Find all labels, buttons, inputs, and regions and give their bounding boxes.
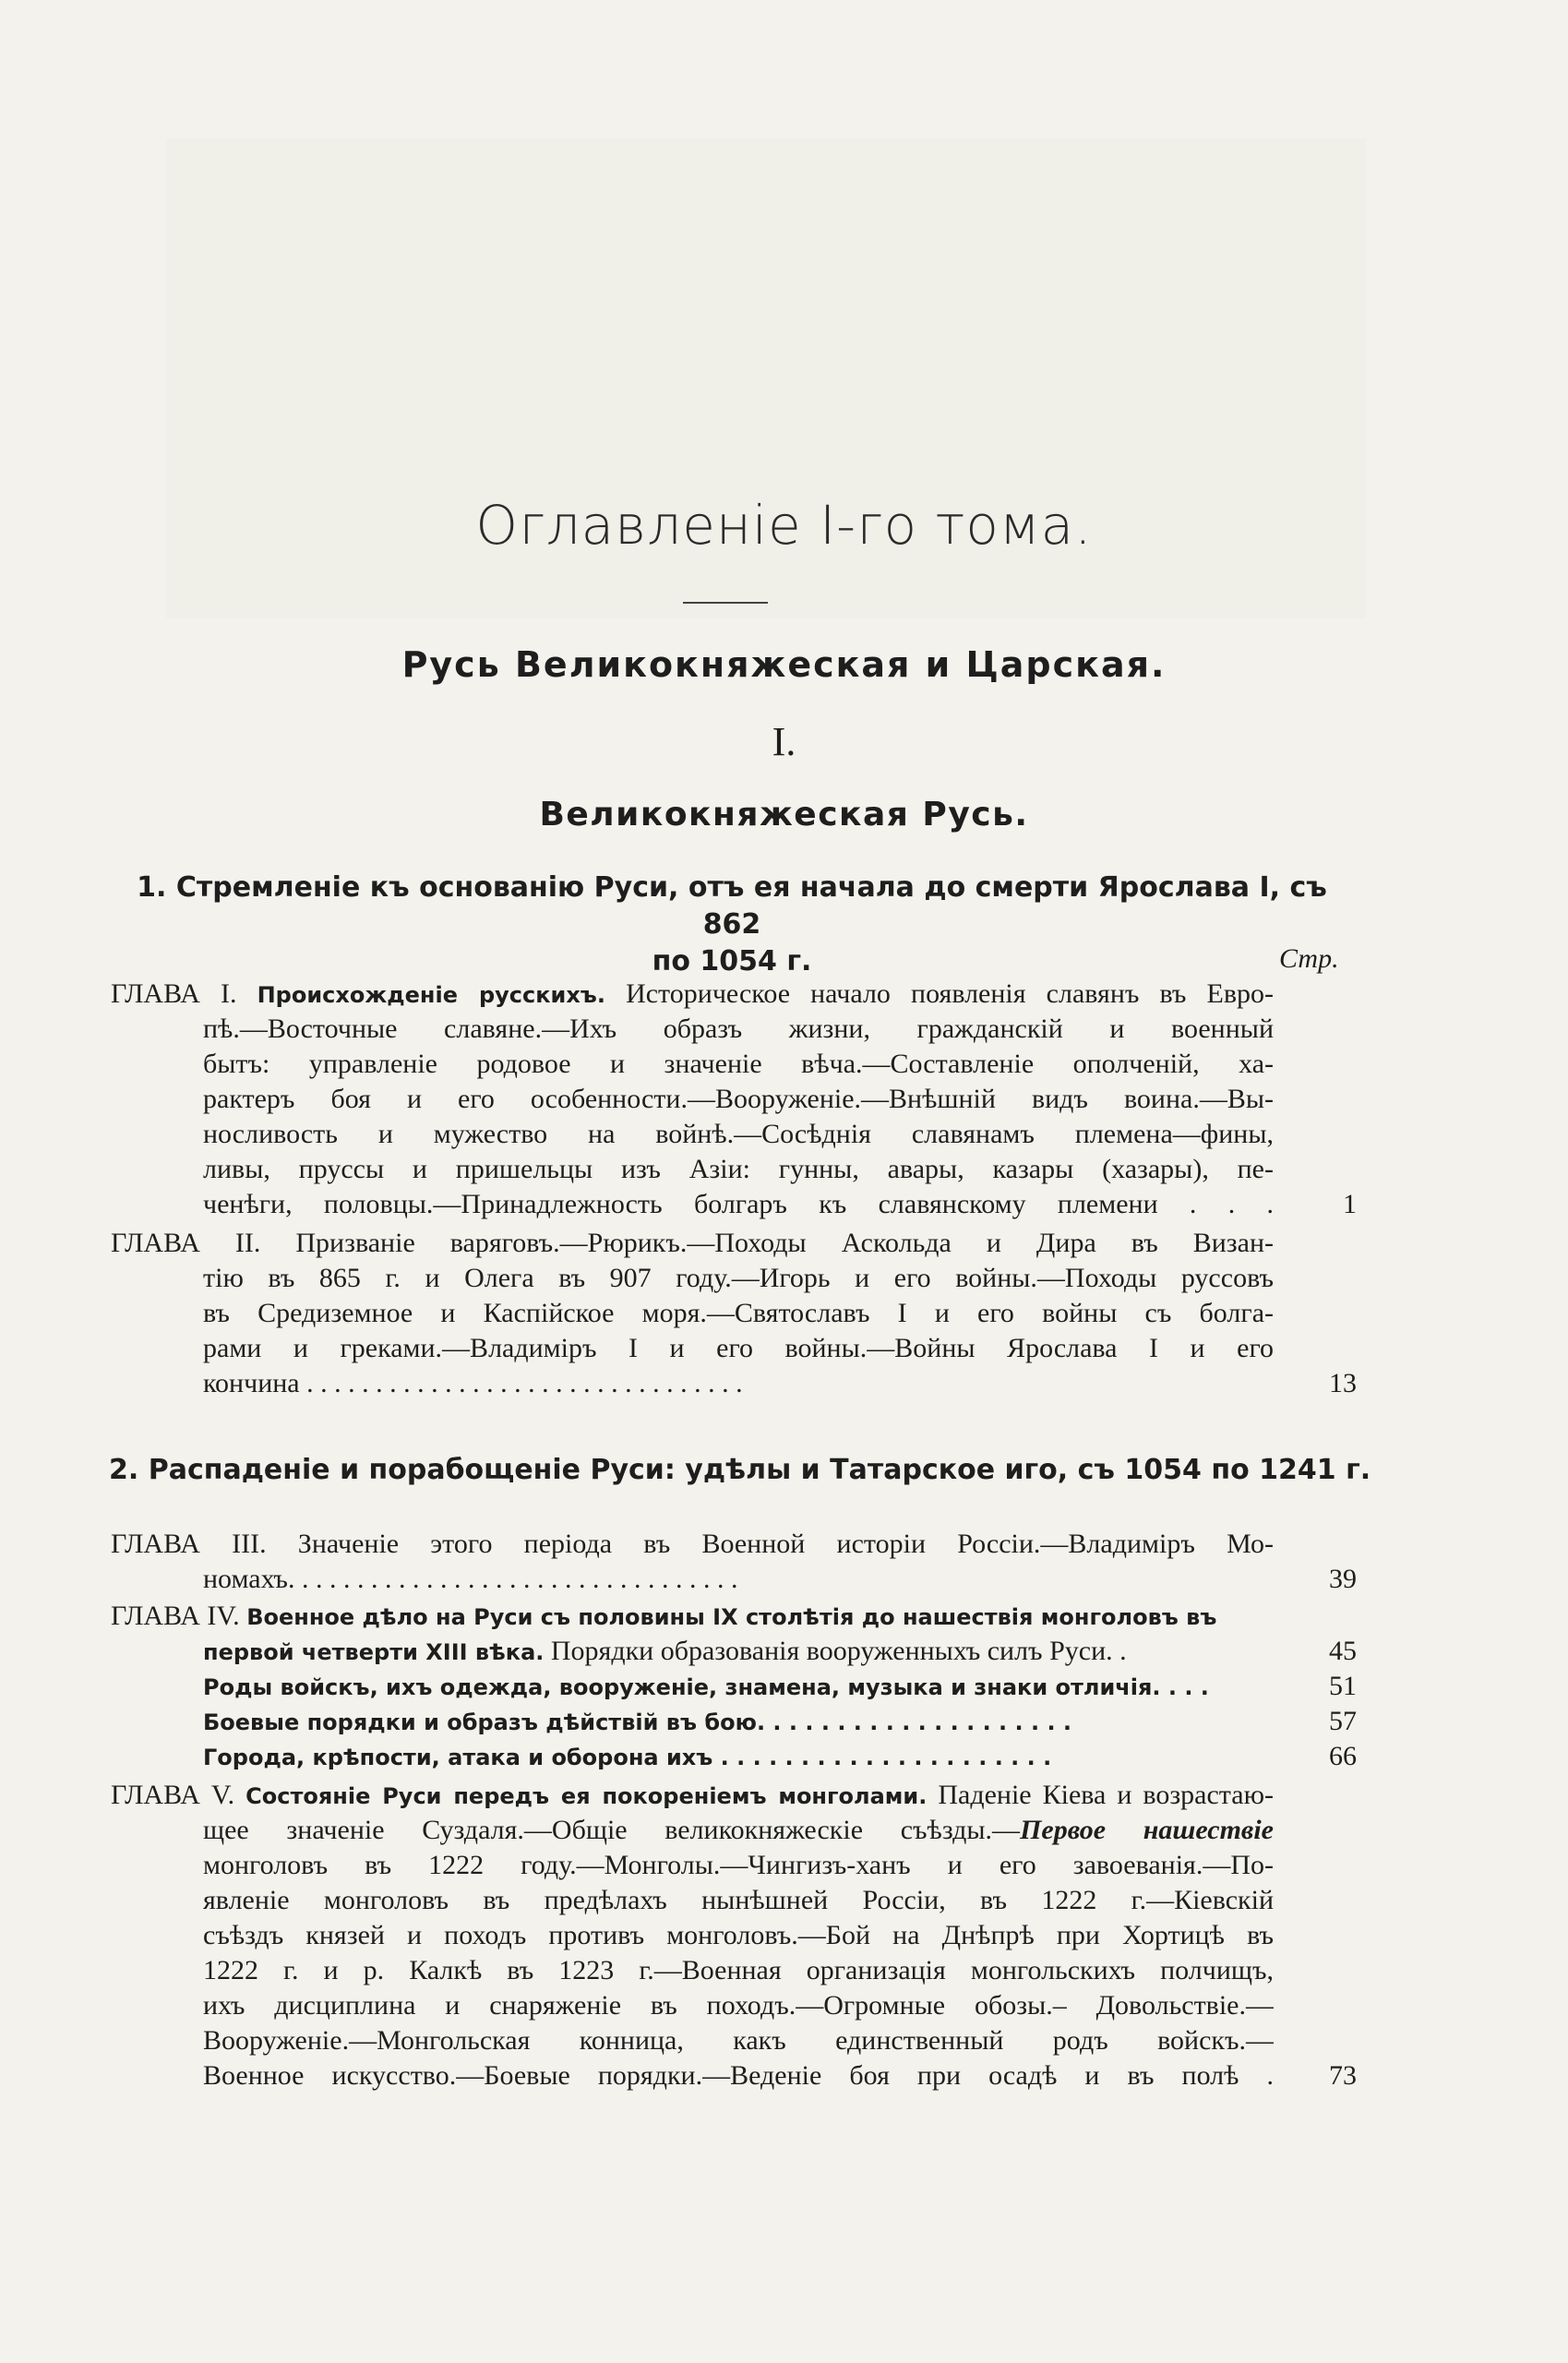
subsection-title: Города, крѣпости, атака и оборона ихъ . . . . . . . . . . . . . . . . . . . . . [203, 1745, 1052, 1770]
title-divider [683, 602, 768, 604]
subsection-title: Роды войскъ, ихъ одежда, вооруженіе, знамена, музыка и знаки отличія. . . . [203, 1674, 1209, 1700]
chapter-text: Историческое начало появленія славянъ въ Евро- [626, 978, 1274, 1009]
toc-line: ГЛАВА III. Значеніе этого періода въ Военной исторіи Россіи.—Владиміръ Мо- [111, 1529, 1274, 1559]
chapter-title-cont: первой четверти XIII вѣка. [203, 1639, 545, 1665]
toc-line [111, 1778, 1274, 1814]
page-number: 57 [1329, 1706, 1357, 1736]
page-title: Оглавленіе I-го тома. [475, 494, 1093, 557]
section-2-heading: 2. Распаденіе и порабощеніе Руси: удѣлы и Татарское иго, съ 1054 по 1241 г. [109, 1454, 1371, 1486]
chapter-title: Происхожденіе русскихъ. [257, 982, 605, 1008]
section-1-line-2: по 1054 г. [652, 945, 812, 978]
toc-line: въ Средиземное и Каспійское моря.—Святославъ I и его войны съ болга- [203, 1298, 1274, 1328]
page-column-label: Стр. [1279, 943, 1339, 974]
toc-line: носливость и мужество на войнѣ.—Сосѣднія славянамъ племена—фины, [203, 1119, 1274, 1149]
toc-line: рами и греками.—Владиміръ I и его войны.—Войны Ярослава I и его [203, 1333, 1274, 1363]
part-number: I. [772, 719, 796, 764]
toc-line: бытъ: управленіе родовое и значеніе вѣча.—Составленіе ополченій, ха- [203, 1049, 1274, 1079]
toc-line: ливы, пруссы и пришельцы изъ Азіи: гунны, авары, казары (хазары), пе- [203, 1154, 1274, 1184]
toc-line: тію въ 865 г. и Олега въ 907 году.—Игорь и его войны.—Походы руссовъ [203, 1263, 1274, 1293]
toc-line: пѣ.—Восточные славяне.—Ихъ образъ жизни, гражданскій и военный [203, 1014, 1274, 1044]
chapter-italic: Первое нашествіе [1020, 1815, 1274, 1845]
page-number: 13 [1329, 1368, 1357, 1398]
toc-line: ченѣги, половцы.—Принадлежность болгаръ къ славянскому племени . . . [203, 1189, 1274, 1219]
page-number: 73 [1329, 2060, 1357, 2091]
toc-line [111, 977, 1274, 1013]
toc-line: Военное искусство.—Боевые порядки.—Веденіе боя при осадѣ и въ полѣ . [203, 2060, 1274, 2091]
page-number: 45 [1329, 1636, 1357, 1666]
toc-line: 1222 г. и р. Калкѣ въ 1223 г.—Военная организація монгольскихъ полчищъ, [203, 1955, 1274, 1985]
toc-line: кончина . . . . . . . . . . . . . . . . . . . . . . . . . . . . . . . . [203, 1368, 743, 1398]
section-1-heading [109, 870, 1355, 980]
toc-line [203, 1634, 1274, 1670]
toc-line: явленіе монголовъ въ предѣлахъ нынѣшней Россіи, въ 1222 г.—Кіевскій [203, 1885, 1274, 1915]
page-number: 1 [1343, 1189, 1357, 1219]
page-number: 39 [1329, 1564, 1357, 1594]
toc-line: Вооруженіе.—Монгольская конница, какъ единственный родъ войскъ.— [203, 2025, 1274, 2056]
volume-subtitle: Русь Великокняжеская и Царская. [401, 644, 1167, 685]
toc-line [203, 1813, 1274, 1848]
chapter-title: Состояніе Руси передъ ея покореніемъ монголами. [245, 1783, 928, 1809]
chapter-label: ГЛАВА I. [111, 978, 237, 1009]
chapter-label: ГЛАВА V. [111, 1780, 235, 1810]
chapter-title: Военное дѣло на Руси съ половины IX столѣтія до нашествія монголовъ въ [246, 1604, 1217, 1630]
subsection-title: Боевые порядки и образъ дѣйствій въ бою. . . . . . . . . . . . . . . . . . . . [203, 1709, 1072, 1735]
chapter-label: ГЛАВА IV. [111, 1601, 240, 1631]
section-1-line-1: 1. Стремленіе къ основанію Руси, отъ ея начала до смерти Ярослава I, съ 862 [137, 871, 1327, 941]
toc-line [203, 1669, 1274, 1705]
chapter-text: Паденіе Кіева и возрастаю- [938, 1780, 1274, 1810]
page-number: 66 [1329, 1741, 1357, 1771]
toc-line: ихъ дисциплина и снаряженіе въ походъ.—Огромные обозы.– Довольствіе.— [203, 1990, 1274, 2021]
toc-line [203, 1739, 1274, 1775]
chapter-text: щее значеніе Суздаля.—Общіе великокняжескіе съѣзды.— [203, 1815, 1021, 1845]
toc-line: номахъ. . . . . . . . . . . . . . . . . . . . . . . . . . . . . . . . . [203, 1564, 738, 1594]
toc-line [111, 1599, 1274, 1635]
part-title: Великокняжеская Русь. [539, 796, 1029, 834]
toc-line: рактеръ боя и его особенности.—Вооруженіе.—Внѣшній видъ воина.—Вы- [203, 1084, 1274, 1114]
toc-line: монголовъ въ 1222 году.—Монголы.—Чингизъ-ханъ и его завоеванія.—По- [203, 1850, 1274, 1880]
chapter-text: Порядки образованія вооруженныхъ силъ Руси. . [550, 1636, 1127, 1666]
toc-line: съѣздъ князей и походъ противъ монголовъ.—Бой на Днѣпрѣ при Хортицѣ въ [203, 1920, 1274, 1950]
page-number: 51 [1329, 1671, 1357, 1701]
toc-line [203, 1704, 1274, 1740]
toc-line: ГЛАВА II. Призваніе варяговъ.—Рюрикъ.—Походы Аскольда и Дира въ Визан- [111, 1228, 1274, 1258]
